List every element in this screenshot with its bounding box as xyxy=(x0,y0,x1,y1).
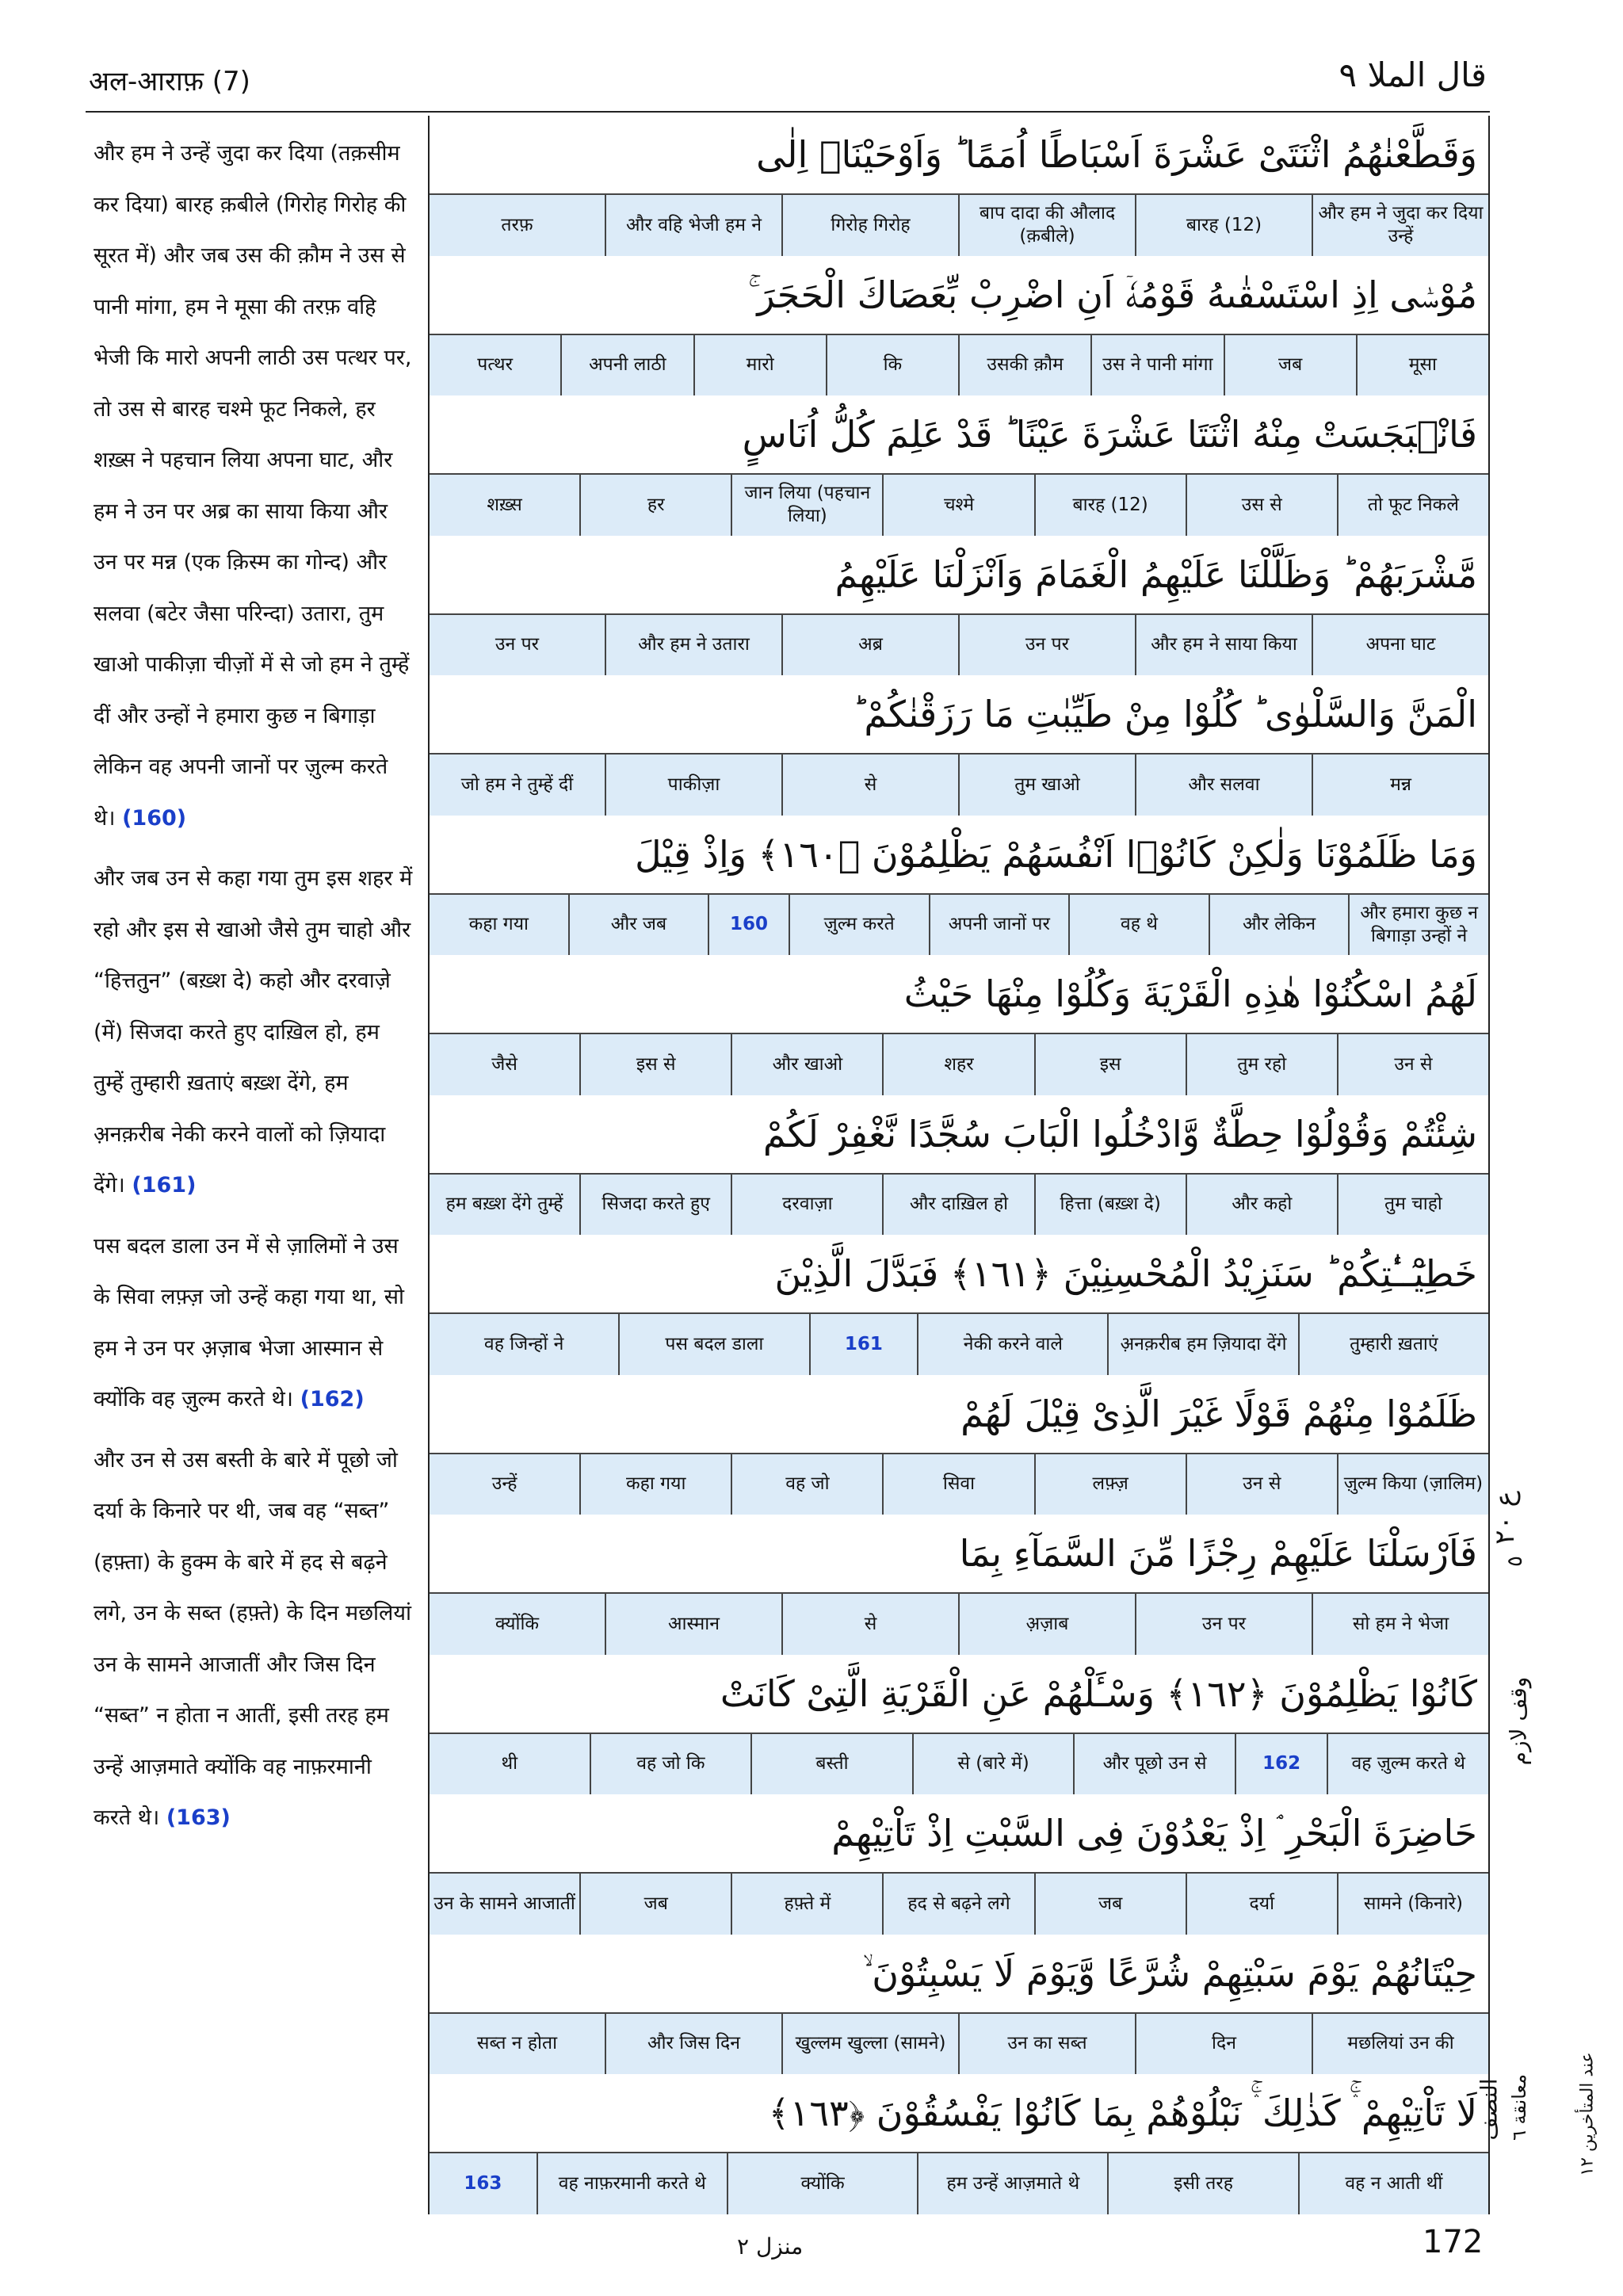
word-meaning-row xyxy=(430,1173,1488,1236)
word-meaning-cell: बस्ती xyxy=(750,1734,912,1795)
ruku-mark: ع ٢٠ xyxy=(1488,1491,1521,1545)
word-meaning-cell: वह जिन्हों ने xyxy=(483,1333,564,1354)
word-meaning-cell: अ़नक़रीब हम ज़ियादा देंगे xyxy=(1107,1314,1297,1375)
word-meaning-cell: तुम चाहो xyxy=(1337,1175,1488,1236)
verse-line-block xyxy=(430,536,1488,676)
word-meaning-cell: उन से xyxy=(1337,1034,1488,1095)
word-meaning-cell: अ़ज़ाब xyxy=(958,1594,1135,1655)
word-meaning-row xyxy=(430,334,1488,396)
mutaakhireen-note: عند المتأخرين ١٢ xyxy=(1577,2052,1598,2176)
word-meaning-cell: और हम ने जुदा कर दिया उन्हें xyxy=(1312,195,1488,256)
verse-line-block xyxy=(430,2074,1488,2214)
word-meaning-cell: जब xyxy=(579,1874,731,1935)
verse-number-cell: 162 xyxy=(1235,1734,1327,1795)
word-meaning-cell: और खाओ xyxy=(731,1034,882,1095)
arabic-line: فَانْۢبَجَسَتْ مِنْهُ اثْنَتَا عَشْرَةَ عَیْنًا ؕ قَدْ عَلِمَ كُلُّ اُنَاسٍ xyxy=(742,413,1477,456)
word-meaning-cell: उन का सब्त xyxy=(958,2014,1135,2075)
word-meaning-cell: और हमारा कुछ न बिगाड़ा उन्हों ने xyxy=(1348,895,1488,956)
verse-line-block xyxy=(430,256,1488,396)
word-meaning-cell: क्योंकि xyxy=(495,1613,540,1634)
word-meaning-cell: हफ़्ते में xyxy=(731,1874,882,1935)
word-meaning-cell: क्योंकि xyxy=(727,2153,917,2214)
translation-paragraph xyxy=(94,854,414,1212)
arabic-line: وَقَطَّعْنٰهُمُ اثْنَتَیْ عَشْرَةَ اَسْبَاطًا اُمَمًا ؕ وَاَوْحَیْنَاۤ اِلٰی xyxy=(756,133,1477,176)
translation-text: पस बदल डाला उन में से ज़ालिमों ने उस के सिवा लफ़्ज़ जो उन्हें कहा गया था, सो हम ने उन पर अ़ज़ाब भेजा आस्मान से क्योंकि वह ज़ुल्म करते थे। xyxy=(94,1233,405,1412)
arabic-line: لَا تَاْتِیْهِمْ ۛۚ كَذٰلِكَ ۛۚ نَبْلُوْهُمْ بِمَا كَانُوْا یَفْسُقُوْنَ ﴿١٦٣﴾ xyxy=(768,2092,1477,2134)
word-meaning-cell: शहर xyxy=(882,1034,1033,1095)
word-meaning-cell: वह ज़ुल्म करते थे xyxy=(1327,1734,1488,1795)
word-meaning-cell: बारह (12) xyxy=(1034,475,1186,536)
word-meaning-cell: थी xyxy=(501,1753,518,1775)
word-meaning-row xyxy=(430,193,1488,256)
arabic-line: وَمَا ظَلَمُوْنَا وَلٰكِنْ كَانُوْۤا اَنْفُسَهُمْ یَظْلِمُوْنَ ﴿١٦٠﴾ وَاِذْ قِیْلَ xyxy=(635,832,1477,876)
word-meaning-cell: हद से बढ़ने लगे xyxy=(882,1874,1033,1935)
arabic-line: شِئْتُمْ وَقُوْلُوْا حِطَّةٌ وَّادْخُلُوا الْبَابَ سُجَّدًا نَّغْفِرْ لَكُمْ xyxy=(762,1112,1477,1156)
arabic-line: مَّشْرَبَهُمْ ؕ وَظَلَّلْنَا عَلَیْهِمُ الْغَمَامَ وَاَنْزَلْنَا عَلَیْهِمُ xyxy=(834,552,1477,596)
word-meaning-cell: जो हम ने तुम्हें दीं xyxy=(460,774,574,795)
word-meaning-row xyxy=(430,1592,1488,1655)
arabic-line: كَانُوْا یَظْلِمُوْنَ ﴿١٦٢﴾ وَسْـَٔلْهُمْ عَنِ الْقَرْیَةِ الَّتِیْ كَانَتْ xyxy=(720,1671,1477,1715)
word-meaning-cell: सिजदा करते हुए xyxy=(579,1175,731,1236)
word-meaning-cell: इस से xyxy=(579,1034,731,1095)
word-meaning-row xyxy=(430,753,1488,816)
word-meaning-cell: और हम ने साया किया xyxy=(1135,615,1312,676)
word-meaning-cell: और लेकिन xyxy=(1209,895,1349,956)
word-meaning-cell: सो हम ने भेजा xyxy=(1312,1594,1488,1655)
ruku-sub-mark: ٥ xyxy=(1503,1556,1527,1567)
word-meaning-cell: तुम खाओ xyxy=(958,755,1135,816)
word-meaning-cell: जैसे xyxy=(491,1053,517,1075)
word-meaning-cell: और जिस दिन xyxy=(605,2014,781,2075)
muanaqa-note: معانقة ٦ xyxy=(1507,2074,1530,2141)
waqf-lazim-note: وقف لازم xyxy=(1505,1676,1532,1766)
word-meaning-cell: चश्मे xyxy=(882,475,1033,536)
word-meaning-row xyxy=(430,473,1488,536)
header-rule xyxy=(86,111,1490,113)
verse-line-block xyxy=(430,1095,1488,1236)
word-meaning-cell: तो फूट निकले xyxy=(1337,475,1488,536)
word-meaning-cell: कि xyxy=(826,335,958,396)
word-meaning-cell: उन के सामने आजातीं xyxy=(433,1893,575,1914)
word-meaning-cell: अपनी लाठी xyxy=(560,335,693,396)
arabic-line: الْمَنَّ وَالسَّلْوٰی ؕ كُلُوْا مِنْ طَیِّبٰتِ مَا رَزَقْنٰكُمْ ؕ xyxy=(852,693,1477,735)
word-meaning-cell: वह थे xyxy=(1068,895,1209,956)
arabic-line: خَطِیْٓــٰٔتِكُمْ ؕ سَنَزِیْدُ الْمُحْسِنِیْنَ ﴿١٦١﴾ فَبَدَّلَ الَّذِیْنَ xyxy=(774,1252,1477,1295)
word-meaning-cell: हर xyxy=(579,475,731,536)
word-meaning-cell: पाकीज़ा xyxy=(605,755,781,816)
arabic-line: حِیْتَانُهُمْ یَوْمَ سَبْتِهِمْ شُرَّعًا وَّیَوْمَ لَا یَسْبِتُوْنَ ۙ xyxy=(862,1951,1477,1995)
word-meaning-cell: और दाख़िल हो xyxy=(882,1175,1033,1236)
word-meaning-row xyxy=(430,2012,1488,2075)
word-meaning-cell: दरवाज़ा xyxy=(731,1175,882,1236)
word-meaning-cell: से xyxy=(781,1594,958,1655)
word-meaning-cell: मन्न xyxy=(1312,755,1488,816)
word-meaning-cell: कहा गया xyxy=(579,1454,731,1515)
word-meaning-cell: शख़्स xyxy=(487,494,522,515)
word-meaning-cell: और जब xyxy=(568,895,708,956)
word-meaning-cell: उन्हें xyxy=(491,1473,517,1495)
verse-number: (160) xyxy=(122,805,187,831)
verse-number-cell: 163 xyxy=(464,2172,502,2194)
verse-line-block xyxy=(430,116,1488,256)
verse-line-block xyxy=(430,1515,1488,1655)
verse-line-block xyxy=(430,955,1488,1095)
word-meaning-cell: खुल्लम खुल्ला (सामने) xyxy=(781,2014,958,2075)
surah-title: अल-आराफ़ (7) xyxy=(89,66,250,97)
verse-line-block xyxy=(430,1794,1488,1935)
translation-paragraph xyxy=(94,1221,414,1426)
word-meaning-cell: पत्थर xyxy=(477,354,513,376)
word-meaning-cell: अब्र xyxy=(781,615,958,676)
word-meaning-cell: नेकी करने वाले xyxy=(917,1314,1107,1375)
word-meaning-cell: इसी तरह xyxy=(1107,2153,1297,2214)
verse-number: (163) xyxy=(166,1805,231,1830)
verse-line-block xyxy=(430,1375,1488,1515)
word-meaning-cell: से xyxy=(781,755,958,816)
arabic-line: مُوْسٰۤی اِذِ اسْتَسْقٰىهُ قَوْمُهٗۤ اَنِ اضْرِبْ بِّعَصَاكَ الْحَجَرَ ۚ xyxy=(747,273,1477,316)
word-meaning-row xyxy=(430,1312,1488,1375)
word-meaning-row xyxy=(430,1033,1488,1095)
word-meaning-cell: सिवा xyxy=(882,1454,1033,1515)
word-meaning-cell: ज़ुल्म किया (ज़ालिम) xyxy=(1337,1454,1488,1515)
word-meaning-cell: उसकी क़ौम xyxy=(958,335,1090,396)
word-meaning-cell: उस ने पानी मांगा xyxy=(1090,335,1223,396)
word-meaning-cell: उन पर xyxy=(958,615,1135,676)
translation-paragraph xyxy=(94,128,414,844)
verse-line-block xyxy=(430,1935,1488,2075)
word-meaning-cell: और सलवा xyxy=(1135,755,1312,816)
word-meaning-cell: और वहि भेजी हम ने xyxy=(605,195,781,256)
arabic-line: ظَلَمُوْا مِنْهُمْ قَوْلًا غَیْرَ الَّذِیْ قِیْلَ لَهُمْ xyxy=(960,1392,1477,1435)
word-meaning-row xyxy=(430,1872,1488,1935)
word-meaning-cell: आस्मान xyxy=(605,1594,781,1655)
word-meaning-cell: दिन xyxy=(1135,2014,1312,2075)
word-meaning-cell: बाप दादा की औलाद (क़बीले) xyxy=(958,195,1135,256)
word-meaning-row xyxy=(430,1453,1488,1515)
word-meaning-cell: पस बदल डाला xyxy=(618,1314,808,1375)
translation-column xyxy=(86,116,430,2214)
translation-paragraph xyxy=(94,1435,414,1844)
verse-line-block xyxy=(430,395,1488,536)
arabic-line: حَاضِرَةَ الْبَحْرِ ۘ اِذْ یَعْدُوْنَ فِی السَّبْتِ اِذْ تَاْتِیْهِمْ xyxy=(831,1812,1477,1855)
word-meaning-cell: और पूछो उन से xyxy=(1073,1734,1235,1795)
manzil-label: منزل ٢ xyxy=(737,2233,804,2260)
word-meaning-cell: उस से xyxy=(1186,475,1337,536)
word-meaning-cell: और हम ने उतारा xyxy=(605,615,781,676)
word-meaning-cell: तरफ़ xyxy=(501,214,533,235)
word-meaning-cell: हम उन्हें आज़माते थे xyxy=(917,2153,1107,2214)
word-meaning-cell: वह नाफ़रमानी करते थे xyxy=(537,2153,727,2214)
verse-number: (162) xyxy=(300,1387,365,1412)
word-meaning-cell: सब्त न होता xyxy=(476,2033,558,2054)
word-meaning-cell: उन पर xyxy=(495,634,540,655)
word-meaning-cell: मछलियां उन की xyxy=(1312,2014,1488,2075)
word-meaning-cell: कहा गया xyxy=(468,914,529,935)
word-meaning-cell: अपना घाट xyxy=(1312,615,1488,676)
word-meaning-cell: हम बख़्श देंगे तुम्हें xyxy=(445,1194,563,1215)
translation-text: और जब उन से कहा गया तुम इस शहर में रहो और इस से खाओ जैसे तुम चाहो और “हित्ततुन” (बख़्श दे) कहो और दरवाज़े (में) सिजदा करते हुए दाख़िल हो, हम तुम्हें तुम्हारी ख़ताएं बख़्श देंगे, हम अ़नक़रीब नेकी करने वालों को ज़ियादा देंगे। xyxy=(94,866,413,1198)
word-meaning-row xyxy=(430,613,1488,676)
verse-line-block xyxy=(430,816,1488,956)
word-meaning-cell: तुम रहो xyxy=(1186,1034,1337,1095)
word-meaning-cell: दर्या xyxy=(1186,1874,1337,1935)
word-meaning-cell: वह जो xyxy=(731,1454,882,1515)
word-meaning-cell: हित्ता (बख़्श दे) xyxy=(1034,1175,1186,1236)
arabic-line: فَاَرْسَلْنَا عَلَیْهِمْ رِجْزًا مِّنَ السَّمَآءِ بِمَا xyxy=(959,1532,1477,1575)
nisf-note: النصف xyxy=(1476,2078,1503,2141)
word-meaning-cell: बारह (12) xyxy=(1135,195,1312,256)
verse-line-block xyxy=(430,1235,1488,1375)
word-meaning-cell: जान लिया (पहचान लिया) xyxy=(731,475,882,536)
word-meaning-cell: ज़ुल्म करते xyxy=(789,895,929,956)
translation-text: और उन से उस बस्ती के बारे में पूछो जो दर्या के किनारे पर थी, जब वह “सब्त” (हफ़्ता) के हुक्म के बारे में हद से बढ़ने लगे, उन के सब्त (हफ़्ते) के दिन मछलियां उन के सामने आजातीं और जिस दिन “सब्त” न होता न आतीं, इसी तरह हम उन्हें आज़माते क्योंकि वह नाफ़रमानी करते थे। xyxy=(94,1447,411,1830)
word-meaning-row xyxy=(430,893,1488,956)
word-meaning-cell: मूसा xyxy=(1356,335,1488,396)
word-meaning-cell: से (बारे में) xyxy=(912,1734,1074,1795)
word-meaning-cell: तुम्हारी ख़ताएं xyxy=(1298,1314,1488,1375)
word-meaning-row xyxy=(430,1733,1488,1795)
word-meaning-cell: लफ़्ज़ xyxy=(1034,1454,1186,1515)
verse-line-block xyxy=(430,1655,1488,1795)
word-meaning-cell: इस xyxy=(1034,1034,1186,1095)
word-meaning-cell: वह न आती थीं xyxy=(1298,2153,1488,2214)
word-meaning-cell: उन से xyxy=(1186,1454,1337,1515)
word-by-word-column xyxy=(430,116,1490,2214)
word-meaning-row xyxy=(430,2152,1488,2214)
page-number: 172 xyxy=(1423,2224,1484,2260)
arabic-line: لَهُمُ اسْكُنُوْا هٰذِهِ الْقَرْیَةَ وَكُلُوْا مِنْهَا حَیْثُ xyxy=(903,972,1477,1015)
juz-title: قال الملا ٩ xyxy=(1338,55,1487,94)
margin-notes xyxy=(1476,1470,1598,2183)
word-meaning-cell: जब xyxy=(1034,1874,1186,1935)
word-meaning-cell: गिरोह गिरोह xyxy=(781,195,958,256)
word-meaning-cell: उन पर xyxy=(1135,1594,1312,1655)
word-meaning-cell: जब xyxy=(1224,335,1356,396)
word-meaning-cell: और कहो xyxy=(1186,1175,1337,1236)
word-meaning-cell: अपनी जानों पर xyxy=(929,895,1069,956)
verse-number: (161) xyxy=(132,1173,197,1198)
verse-line-block xyxy=(430,675,1488,816)
translation-text: और हम ने उन्हें जुदा कर दिया (तक़सीम कर दिया) बारह क़बीले (गिरोह गिरोह की सूरत में) और जब उस की क़ौम ने उस से पानी मांगा, हम ने मूसा की तरफ़ वहि भेजी कि मारो अपनी लाठी उस पत्थर पर, तो उस से बारह चश्मे फूट निकले, हर शख़्स ने पहचान लिया अपना घाट, और हम ने उन पर अब्र का साया किया और उन पर मन्न (एक क़िस्म का गोन्द) और सलवा (बटेर जैसा परिन्दा) उतारा, तुम खाओ पाकीज़ा चीज़ों में से जो हम ने तुम्हें दीं और उन्हों ने हमारा कुछ न बिगाड़ा लेकिन वह अपनी जानों पर ज़ुल्म करते थे। xyxy=(94,141,412,831)
word-meaning-cell: सामने (किनारे) xyxy=(1337,1874,1488,1935)
word-meaning-cell: मारो xyxy=(693,335,826,396)
verse-number-cell: 161 xyxy=(809,1314,918,1375)
word-meaning-cell: वह जो कि xyxy=(590,1734,751,1795)
verse-number-cell: 160 xyxy=(708,895,789,956)
